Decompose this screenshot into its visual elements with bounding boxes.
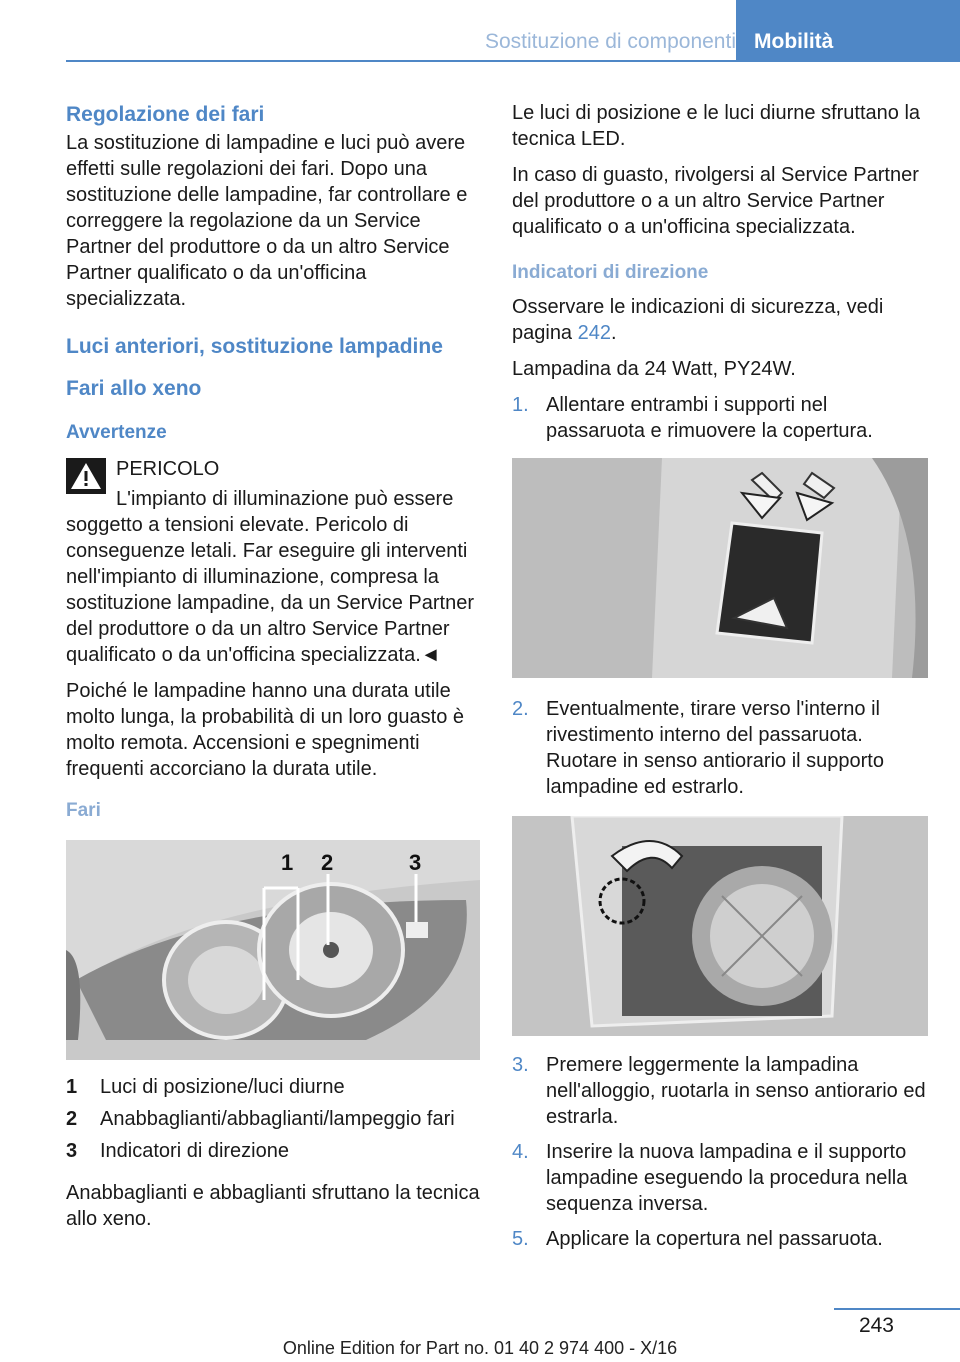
heading-fari: Fari	[66, 800, 101, 821]
figure-label-3: 3	[409, 850, 422, 875]
steps-list-c	[512, 1052, 928, 1252]
para-xeno: Anabbaglianti e abbaglianti sfruttano la tecnica allo xeno.	[66, 1182, 480, 1230]
right-column	[512, 100, 928, 1262]
wheelarch-cover-figure	[512, 458, 928, 678]
warning-icon	[66, 458, 106, 494]
para-durata: Poiché le lampadine hanno una durata utile molto lunga, la probabilità di un loro guasto è molto remota. Accensioni e spegnimenti frequenti accorciano la durata utile.	[66, 680, 465, 780]
figure-label-2: 2	[321, 850, 334, 875]
heading-luci-anteriori: Luci anteriori, sostituzione lampadine	[66, 335, 443, 358]
para-led: Le luci di posizione e le luci diurne sfruttano la tecnica LED.	[512, 102, 921, 150]
headlight-figure	[66, 840, 480, 1060]
warning-text: L'impianto di illuminazione può essere soggetto a tensioni elevate. Pericolo di conseguenze letali. Far eseguire gli interventi nell'impianto di illuminazione, compresa la sostituzione lampadine, da un Service Partner del produttore o da un altro Service Partner qualificato o da un'officina specializzata.◄	[66, 488, 475, 666]
para-sicurezza: Osservare le indicazioni di sicurezza, vedi pagina 242.	[512, 296, 884, 344]
heading-regolazione: Regolazione dei fari	[66, 103, 265, 126]
para-lampadina: Lampadina da 24 Watt, PY24W.	[512, 358, 796, 380]
steps-list-a	[512, 392, 928, 444]
steps-list-b	[512, 696, 928, 800]
page-link-242[interactable]: 242	[577, 322, 611, 344]
left-column	[66, 100, 480, 1242]
step-item: 3. Premere leggermente la lampadina nell'alloggio, ruotarla in senso antiorario ed estrarla.	[512, 1054, 926, 1128]
para-regolazione: La sostituzione di lampadine e luci può avere effetti sulle regolazioni dei fari. Dopo una sostituzione delle lampadine, far controllare e correggere la regolazione da un Service Partner del produttore o da un altro Service Partner qualificato o da un'officina specializzata.	[66, 132, 468, 310]
chapter-tab: Mobilità	[736, 0, 960, 62]
heading-fari-xeno: Fari allo xeno	[66, 377, 202, 400]
heading-indicatori: Indicatori di direzione	[512, 262, 709, 283]
step-item: 5. Applicare la copertura nel passaruota.	[512, 1228, 883, 1250]
legend-item: 1 Luci di posizione/luci diurne	[66, 1076, 345, 1098]
step-item: 4. Inserire la nuova lampadina e il supporto lampadine eseguendo la procedura nella sequenza inversa.	[512, 1141, 908, 1215]
footer-rule	[834, 1308, 960, 1310]
step-item: 2. Eventualmente, tirare verso l'interno il rivestimento interno del passaruota. Ruotare in senso antiorario il supporto lampadine ed estrarlo.	[512, 698, 884, 798]
warning-title: PERICOLO	[116, 458, 220, 480]
warning-block	[66, 456, 480, 668]
heading-avvertenze: Avvertenze	[66, 422, 167, 443]
figure-label-1: 1	[281, 850, 294, 875]
page-number: 243	[858, 1314, 894, 1337]
section-title: Sostituzione di componenti	[485, 30, 736, 53]
edition-footer: Online Edition for Part no. 01 40 2 974 400 - X/16	[282, 1338, 678, 1358]
para-guasto: In caso di guasto, rivolgersi al Service Partner del produttore o a un altro Service Partner qualificato o a un'officina specializzata.	[512, 164, 919, 238]
page-header	[66, 0, 960, 62]
figure-legend	[66, 1074, 480, 1164]
legend-item: 3 Indicatori di direzione	[66, 1140, 289, 1162]
step-item: 1. Allentare entrambi i supporti nel passaruota e rimuovere la copertura.	[512, 394, 873, 442]
legend-item: 2 Anabbaglianti/abbaglianti/lampeggio fari	[66, 1108, 455, 1130]
header-rule	[66, 60, 960, 62]
lamp-holder-figure	[512, 816, 928, 1036]
